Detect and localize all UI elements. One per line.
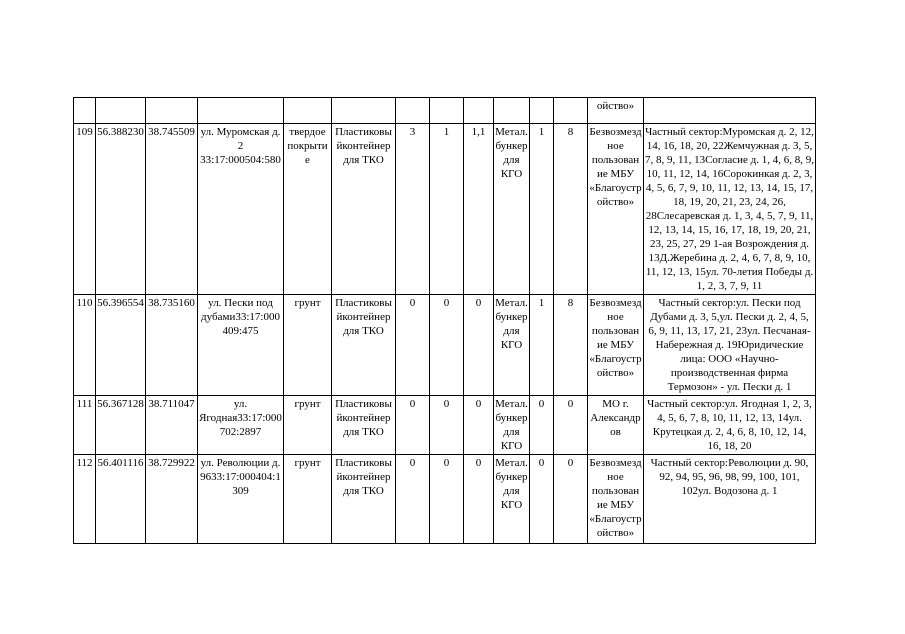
cell-owner: МО г. Александров <box>588 396 644 455</box>
cell-owner: Безвозмездное пользование МБУ «Благоустройство» <box>588 295 644 396</box>
cell-c3: 0 <box>464 295 494 396</box>
cell-c3 <box>464 98 494 124</box>
cell-num: 111 <box>74 396 96 455</box>
cell-surface: грунт <box>284 295 332 396</box>
waste-sites-table <box>73 97 816 544</box>
cell-c2: 0 <box>430 455 464 544</box>
cell-bunker <box>494 98 530 124</box>
cell-c1 <box>396 98 430 124</box>
cell-address <box>198 98 284 124</box>
table-row <box>74 124 816 295</box>
cell-c2: 1 <box>430 124 464 295</box>
table-row <box>74 455 816 544</box>
cell-b1: 0 <box>530 455 554 544</box>
cell-b1: 1 <box>530 124 554 295</box>
cell-sources: Частный сектор:ул. Ягодная 1, 2, 3, 4, 5, 6, 7, 8, 10, 11, 12, 13, 14ул. Крутецкая д. 2, 4, 6, 8, 10, 12, 14, 16, 18, 20 <box>644 396 816 455</box>
cell-container-type: Пластиковы йконтейнер для ТКО <box>332 124 396 295</box>
cell-bunker: Метал. бункер для КГО <box>494 455 530 544</box>
cell-owner: Безвозмездное пользование МБУ «Благоустройство» <box>588 124 644 295</box>
cell-sources: Частный сектор:Муромская д. 2, 12, 14, 16, 18, 20, 22Жемчужная д. 3, 5, 7, 8, 9, 11, 13Согласие д. 1, 4, 6, 8, 9, 10, 11, 12, 14, 16Сорокинкая д. 2, 3, 4, 5, 6, 7, 9, 10, 11, 12, 13, 14, 15, 17, 18, 19, 20, 21, 23, 24, 26, 28Слесаревская д. 1, 3, 4, 5, 7, 9, 11, 12, 13, 14, 15, 16, 17, 18, 19, 20, 21, 23, 25, 27, 29 1-ая Возрождения д. 13Д.Жеребина д. 2, 4, 6, 7, 8, 9, 10, 11, 12, 13, 15ул. 70-летия Победы д. 1, 2, 3, 7, 9, 11 <box>644 124 816 295</box>
cell-lat: 56.367128 <box>96 396 146 455</box>
cell-c3: 1,1 <box>464 124 494 295</box>
owner-tail-text: ойство» <box>596 100 635 112</box>
cell-c1: 0 <box>396 295 430 396</box>
cell-lon: 38.745509 <box>146 124 198 295</box>
cell-bunker: Метал. бункер для КГО <box>494 295 530 396</box>
cell-lon <box>146 98 198 124</box>
cell-surface: грунт <box>284 455 332 544</box>
cell-b2 <box>554 98 588 124</box>
cell-owner <box>588 98 644 124</box>
cell-b2: 0 <box>554 396 588 455</box>
cell-sources: Частный сектор:Революции д. 90, 92, 94, 95, 96, 98, 99, 100, 101, 102ул. Водозона д. 1 <box>644 455 816 544</box>
cell-b1: 0 <box>530 396 554 455</box>
cell-b2: 8 <box>554 295 588 396</box>
cell-num: 110 <box>74 295 96 396</box>
cell-address: ул. Ягодная33:17:000702:2897 <box>198 396 284 455</box>
cell-lon: 38.711047 <box>146 396 198 455</box>
cell-owner: Безвозмездное пользование МБУ «Благоустройство» <box>588 455 644 544</box>
cell-lat: 56.401116 <box>96 455 146 544</box>
cell-c1: 0 <box>396 455 430 544</box>
cell-address: ул. Муромская д. 2 33:17:000504:580 <box>198 124 284 295</box>
cell-surface: твердое покрытие <box>284 124 332 295</box>
cell-c2: 0 <box>430 295 464 396</box>
cell-surface: грунт <box>284 396 332 455</box>
cell-bunker: Метал. бункер для КГО <box>494 124 530 295</box>
cell-container-type <box>332 98 396 124</box>
cell-b1: 1 <box>530 295 554 396</box>
cell-num: 109 <box>74 124 96 295</box>
table-row <box>74 295 816 396</box>
cell-address: ул. Пески под дубами33:17:000409:475 <box>198 295 284 396</box>
cell-lon: 38.735160 <box>146 295 198 396</box>
cell-address: ул. Революции д. 9633:17:000404:1309 <box>198 455 284 544</box>
cell-c1: 0 <box>396 396 430 455</box>
cell-sources <box>644 98 816 124</box>
cell-container-type: Пластиковы йконтейнер для ТКО <box>332 455 396 544</box>
cell-lat <box>96 98 146 124</box>
table-row-continued <box>74 98 816 124</box>
cell-c2 <box>430 98 464 124</box>
cell-lat: 56.396554 <box>96 295 146 396</box>
cell-container-type: Пластиковы йконтейнер для ТКО <box>332 295 396 396</box>
cell-surface <box>284 98 332 124</box>
cell-c2: 0 <box>430 396 464 455</box>
cell-num: 112 <box>74 455 96 544</box>
cell-lat: 56.388230 <box>96 124 146 295</box>
cell-c3: 0 <box>464 396 494 455</box>
cell-num <box>74 98 96 124</box>
cell-bunker: Метал. бункер для КГО <box>494 396 530 455</box>
cell-b1 <box>530 98 554 124</box>
cell-c1: 3 <box>396 124 430 295</box>
cell-b2: 0 <box>554 455 588 544</box>
cell-container-type: Пластиковы йконтейнер для ТКО <box>332 396 396 455</box>
cell-c3: 0 <box>464 455 494 544</box>
table-row <box>74 396 816 455</box>
cell-sources: Частный сектор:ул. Пески под Дубами д. 3, 5,ул. Пески д. 2, 4, 5, 6, 9, 11, 13, 17, 21, 23ул. Песчаная-Набережная д. 19Юридические лица: ООО «Научно-производственная фирма Термозон» - ул. Пески д. 1 <box>644 295 816 396</box>
cell-b2: 8 <box>554 124 588 295</box>
cell-lon: 38.729922 <box>146 455 198 544</box>
